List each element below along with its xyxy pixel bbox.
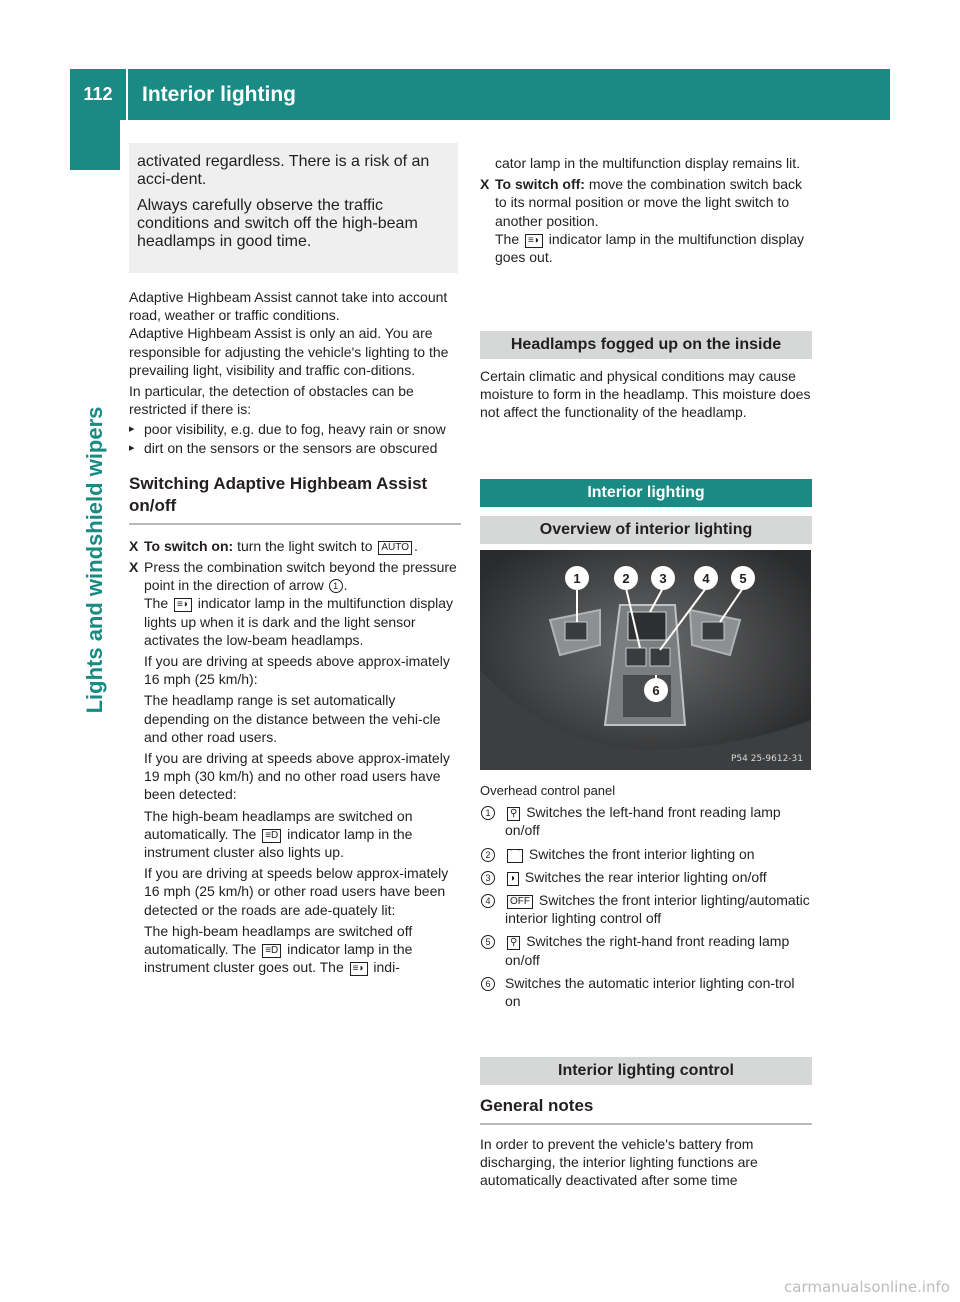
chapter-title: Lights and windshield wipers <box>82 406 107 714</box>
legend-number: 6 <box>481 977 495 991</box>
bullet-item: ▸ poor visibility, e.g. due to fog, heavy rain or snow <box>129 420 461 438</box>
chapter-tab <box>70 120 120 170</box>
low-beam-indicator-icon: ≡◗ <box>174 598 192 612</box>
legend-item: 5 ⚲ Switches the right-hand front reading lamp on/off <box>480 932 812 968</box>
step-marker: X <box>129 537 139 554</box>
legend-section <box>480 782 812 1010</box>
callout-label: 4 <box>702 571 710 586</box>
page-header <box>70 69 890 120</box>
body-paragraph: Certain climatic and physical conditions may cause moisture to form in the headlamp. This moisture does not affect the functionality of the headlamp. <box>480 368 811 421</box>
legend-number: 1 <box>481 806 495 820</box>
callout-1-icon: 1 <box>329 579 343 593</box>
body-paragraph: If you are driving at speeds above approx-imately 16 mph (25 km/h): <box>144 653 450 688</box>
body-paragraph: The high-beam headlamps are switched off automatically. The ≡D indicator lamp in the instrument cluster goes out. The ≡◗ indi- <box>144 922 413 976</box>
callout-label: 2 <box>622 571 630 586</box>
body-paragraph: cator lamp in the multifunction display remains lit. <box>495 155 801 171</box>
step-marker: X <box>480 176 490 193</box>
page-number: 112 <box>83 84 113 104</box>
section-heading: Switching Adaptive Highbeam Assist on/off <box>129 473 428 515</box>
bullet-item: ▸ dirt on the sensors or the sensors are obscured <box>129 439 461 457</box>
section-heading: General notes <box>480 1096 594 1115</box>
section-bar-fog: Headlamps fogged up on the inside <box>480 331 812 359</box>
legend-number: 4 <box>481 894 495 908</box>
high-beam-indicator-icon: ≡D <box>262 944 281 958</box>
reading-lamp-icon: ⚲ <box>507 936 520 950</box>
warning-note-box <box>129 143 458 273</box>
heading-rule <box>129 523 461 525</box>
callout-label: 5 <box>739 571 747 586</box>
auto-icon: AUTO <box>378 541 412 555</box>
legend-item: 4 OFF Switches the front interior lighting/automatic interior lighting control off <box>480 891 812 927</box>
step-marker: X <box>129 559 139 576</box>
left-column <box>129 288 461 977</box>
control-section <box>480 1057 812 1190</box>
instruction-step: X To switch on: turn the light switch to AUTO . <box>129 537 418 554</box>
page-title: Interior lighting <box>142 82 296 106</box>
legend-number: 2 <box>481 848 495 862</box>
legend-item: 3 ◗ Switches the rear interior lighting on/off <box>480 868 812 886</box>
photo-code: P54 25-9612-31 <box>730 754 803 764</box>
body-paragraph: The headlamp range is set automatically depending on the distance between the vehi-cle and other road users. <box>144 692 441 745</box>
body-paragraph: Adaptive Highbeam Assist is only an aid. You are responsible for adjusting the vehicle's lighting to the prevailing light, visibility and traffic con-ditions. <box>129 325 449 378</box>
instruction-step: X To switch off: move the combination switch back to its normal position or move the light switch to another position. The ≡◗ indicator lamp in the multifunction display goes out. <box>480 176 805 266</box>
section-bar-overview: Overview of interior lighting <box>480 516 812 544</box>
legend-number: 3 <box>481 871 495 885</box>
legend-item: 1 ⚲ Switches the left-hand front reading lamp on/off <box>480 803 812 839</box>
section-bar-interior: Interior lighting <box>480 479 812 507</box>
interior-light-off-icon: OFF <box>507 895 533 909</box>
front-interior-light-icon: ⌒ <box>507 849 523 863</box>
legend-item: 6 Switches the automatic interior lighting con-trol on <box>480 974 812 1010</box>
body-paragraph: Adaptive Highbeam Assist cannot take into account road, weather or traffic conditions. <box>129 289 448 324</box>
legend-item: 2 ⌒ Switches the front interior lighting on <box>480 845 812 863</box>
note-paragraph: Always carefully observe the traffic conditions and switch off the high-beam headlamps in good time. <box>137 197 418 250</box>
heading-rule <box>480 1123 812 1125</box>
watermark: carmanualsonline.info <box>784 1278 950 1296</box>
photo-caption: Overhead control panel <box>480 783 616 798</box>
reading-lamp-icon: ⚲ <box>507 807 520 821</box>
body-paragraph: In order to prevent the vehicle's battery from discharging, the interior lighting functions are automatically deactivated after some time <box>480 1136 758 1189</box>
callout-label: 3 <box>659 571 667 586</box>
chapter-sidebar <box>70 120 120 1290</box>
low-beam-indicator-icon: ≡◗ <box>525 234 543 248</box>
header-separator <box>126 69 128 120</box>
body-paragraph: In particular, the detection of obstacles can be restricted if there is: <box>129 383 414 418</box>
section-bar-control: Interior lighting control <box>480 1057 812 1085</box>
legend-number: 5 <box>481 935 495 949</box>
low-beam-indicator-icon: ≡◗ <box>350 962 368 976</box>
note-paragraph: activated regardless. There is a risk of an acci-dent. <box>137 153 430 188</box>
interior-section <box>480 479 812 544</box>
high-beam-indicator-icon: ≡D <box>262 829 281 843</box>
overhead-panel-photo <box>480 550 811 770</box>
body-paragraph: If you are driving at speeds below approx-imately 16 mph (25 km/h) or other road users have been detected or the roads are ade-quately lit: <box>144 865 449 918</box>
body-paragraph: If you are driving at speeds above approx-imately 19 mph (30 km/h) and no other road users have been detected: <box>144 750 450 803</box>
rear-interior-light-icon: ◗ <box>507 872 519 886</box>
overhead-panel-illustration <box>480 550 811 770</box>
callout-label: 1 <box>573 571 581 586</box>
callout-label: 6 <box>652 683 660 698</box>
instruction-step: X Press the combination switch beyond the pressure point in the direction of arrow 1 . The ≡◗ indicator lamp in the multifunction display lights up when it is dark and the light sensor activates the low-beam headlamps. <box>129 559 457 648</box>
fog-section <box>480 331 812 422</box>
body-paragraph: The high-beam headlamps are switched on automatically. The ≡D indicator lamp in the instrument cluster also lights up. <box>144 807 413 861</box>
right-column-top <box>480 154 812 266</box>
